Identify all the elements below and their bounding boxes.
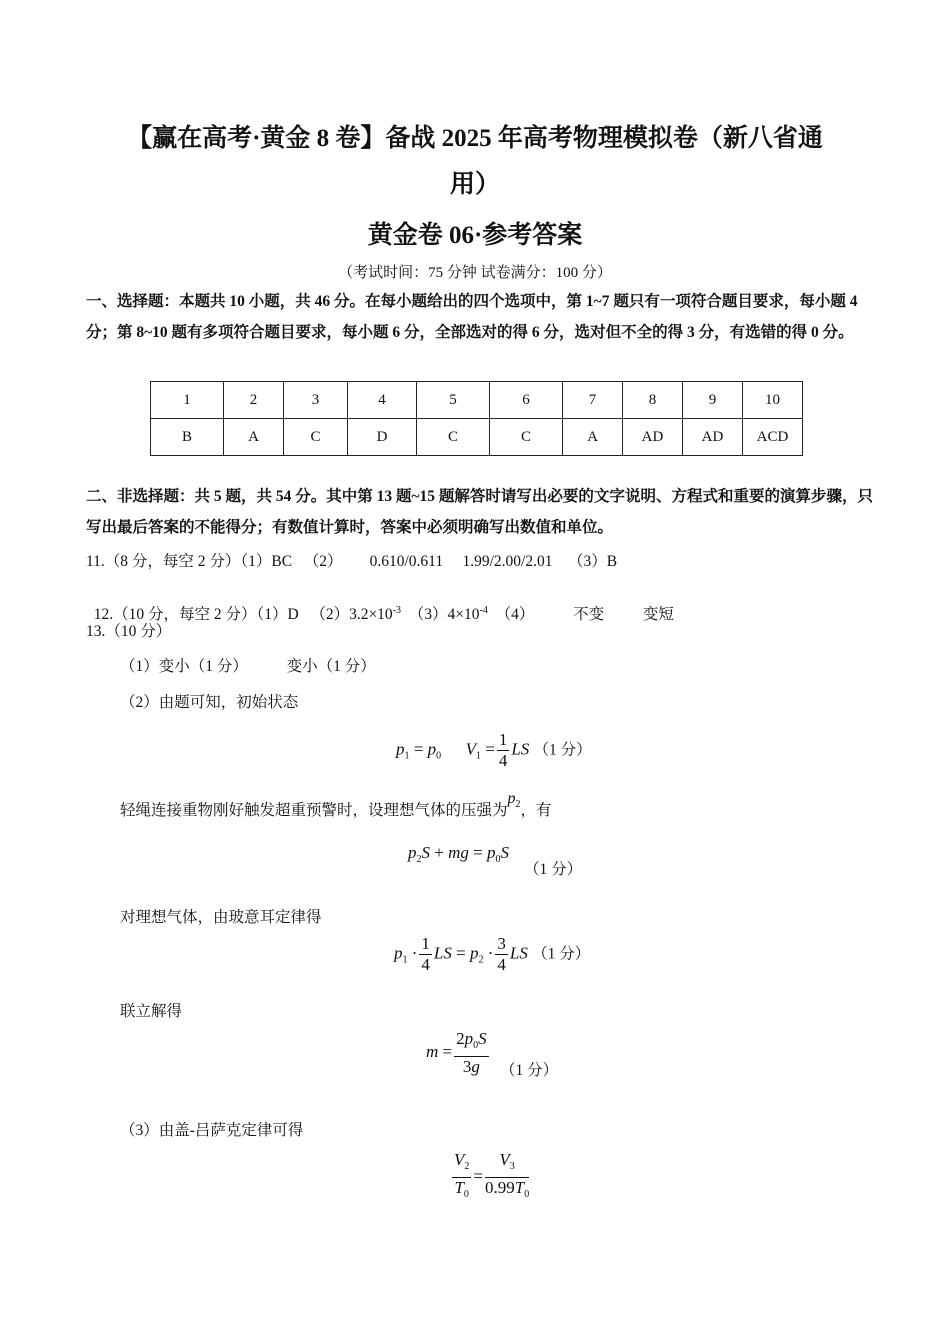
table-cell: 10	[743, 382, 803, 419]
document-title-line2: 用）	[449, 171, 500, 198]
table-cell: 2	[224, 382, 284, 419]
table-cell: A	[563, 419, 623, 456]
equation-initial-state: $p_1 = p_0$ $V_1$ = $\frac{1}{4}$ LS （1 分）	[396, 730, 592, 770]
table-cell: 4	[348, 382, 417, 419]
section2-instructions: 二、非选择题：共 5 题，共 54 分。其中第 13 题~15 题解答时请写出必要的文字说明、方程式和重要的演算步骤，只写出最后答案的不能得分；有数值计算时，答案中必须明确写出数值和单位。	[86, 488, 873, 536]
score-note: （1 分）	[500, 1062, 559, 1079]
equation-gay-lussac: $\frac{V_2}{T_0}$ = $\frac{V_3}{0.99T_0}$	[454, 1150, 530, 1200]
score-note: （1 分）	[533, 741, 592, 759]
boyle-law-text: 对理想气体，由玻意耳定律得	[120, 909, 322, 926]
table-cell: 8	[623, 382, 683, 419]
answer-q12	[86, 584, 674, 624]
table-row-questions	[151, 382, 803, 419]
table-cell: 6	[490, 382, 563, 419]
q12-mid: （3）4×10	[401, 606, 480, 623]
equation-mass-result: m = $\frac{2p_0S}{3g}$	[426, 1029, 487, 1076]
q13-part2-intro: （2）由题可知，初始状态	[120, 694, 299, 711]
table-row-answers	[151, 419, 803, 456]
q12-suffix: （4） 不变 变短	[487, 606, 674, 623]
table-cell: C	[490, 419, 563, 456]
q12-prefix: 12.（10 分，每空 2 分）（1）D （2）3.2×10	[93, 606, 393, 623]
table-cell: 3	[284, 382, 348, 419]
table-cell: C	[417, 419, 490, 456]
table-cell: AD	[683, 419, 743, 456]
table-cell: 5	[417, 382, 490, 419]
score-note: （1 分）	[524, 861, 583, 878]
q12-exp1: -3	[392, 604, 402, 616]
table-cell: ACD	[743, 419, 803, 456]
table-cell: 7	[563, 382, 623, 419]
equation-boyle-law: $p_1$ · $\frac{1}{4}$ LS = $p_2$ · $\frac{3}{4}$ LS （1 分）	[394, 934, 591, 974]
document-title-line1: 【赢在高考·黄金 8 卷】备战 2025 年高考物理模拟卷（新八省通	[127, 125, 823, 152]
solve-text: 联立解得	[120, 1003, 183, 1020]
table-cell: A	[224, 419, 284, 456]
q13-part3-intro: （3）由盖-吕萨克定律可得	[120, 1122, 304, 1139]
table-cell: 9	[683, 382, 743, 419]
table-cell: 1	[151, 382, 224, 419]
table-cell: AD	[623, 419, 683, 456]
table-cell: D	[348, 419, 417, 456]
answer-q11: 11.（8 分，每空 2 分）（1）BC （2） 0.610/0.611 1.99/2.00/2.01 （3）B	[86, 553, 618, 570]
table-cell: B	[151, 419, 224, 456]
answer-table	[150, 381, 803, 456]
exam-info: （考试时间：75 分钟 试卷满分：100 分）	[338, 265, 612, 281]
rope-condition-text: 轻绳连接重物刚好触发超重预警时，设理想气体的压强为$p_2$，有	[120, 790, 552, 819]
table-cell: C	[284, 419, 348, 456]
q12-exp2: -4	[479, 604, 488, 616]
section1-instructions: 一、选择题：本题共 10 小题，共 46 分。在每小题给出的四个选项中，第 1~7 题只有一项符合题目要求，每小题 4 分；第 8~10 题有多项符合题目要求，每小题 6 分，全部选对的得 6 分，选对但不全的得 3 分，有选错的得 0 分。	[86, 293, 858, 341]
q13-header: 13.（10 分）	[86, 623, 172, 640]
equation-force-balance: $p_2S$ + mg = $p_0S$	[408, 843, 509, 865]
q13-part1: （1）变小（1 分） 变小（1 分）	[120, 658, 376, 675]
score-note: （1 分）	[532, 945, 591, 963]
document-subtitle: 黄金卷 06·参考答案	[367, 222, 583, 249]
